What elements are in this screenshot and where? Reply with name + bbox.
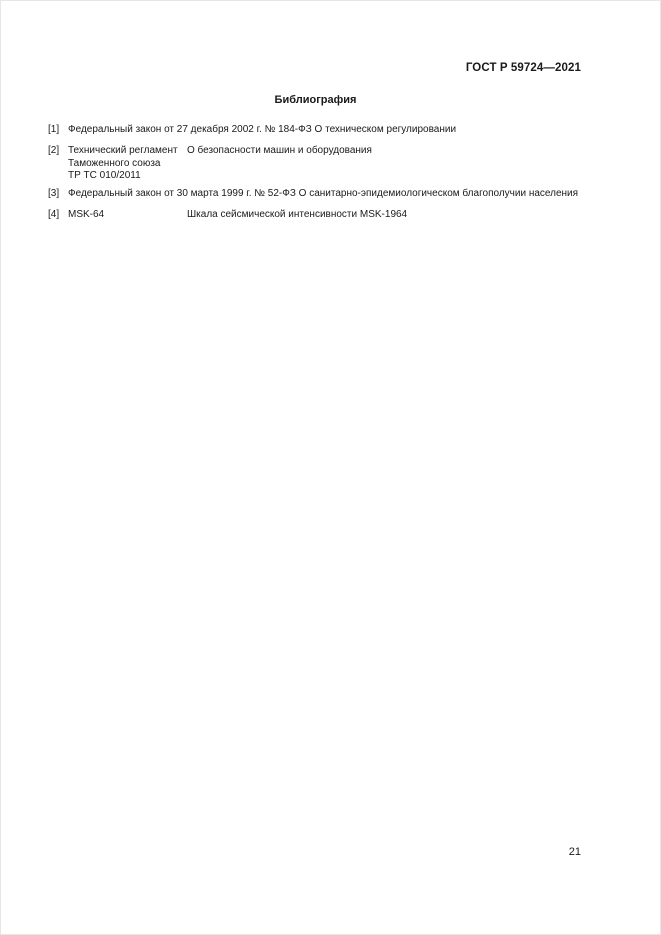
- document-code: ГОСТ Р 59724—2021: [465, 62, 581, 74]
- page-number: 21: [568, 846, 581, 858]
- entry-number: [3]: [48, 188, 60, 199]
- entry-number: [4]: [48, 209, 60, 220]
- entry-text: Федеральный закон от 27 декабря 2002 г. № 184-ФЗ О техническом регулировании: [68, 124, 457, 135]
- section-title: Библиография: [274, 94, 357, 106]
- entry-source-line: ТР ТС 010/2011: [68, 170, 141, 181]
- entry-source-line: Таможенного союза: [68, 157, 161, 169]
- entry-title: Шкала сейсмической интенсивности MSK-1964: [187, 209, 408, 220]
- entry-number: [2]: [48, 145, 60, 156]
- entry-source-line: Технический регламент: [68, 145, 178, 156]
- entry-source: [68, 145, 178, 183]
- entry-text: Федеральный закон от 30 марта 1999 г. № 52-ФЗ О санитарно-эпидемиологическом благополучии населения: [68, 188, 579, 199]
- entry-source-line: MSK-64: [68, 209, 105, 220]
- entry-title: О безопасности машин и оборудования: [187, 145, 372, 156]
- entry-number: [1]: [48, 124, 60, 135]
- entry-source: [68, 209, 104, 222]
